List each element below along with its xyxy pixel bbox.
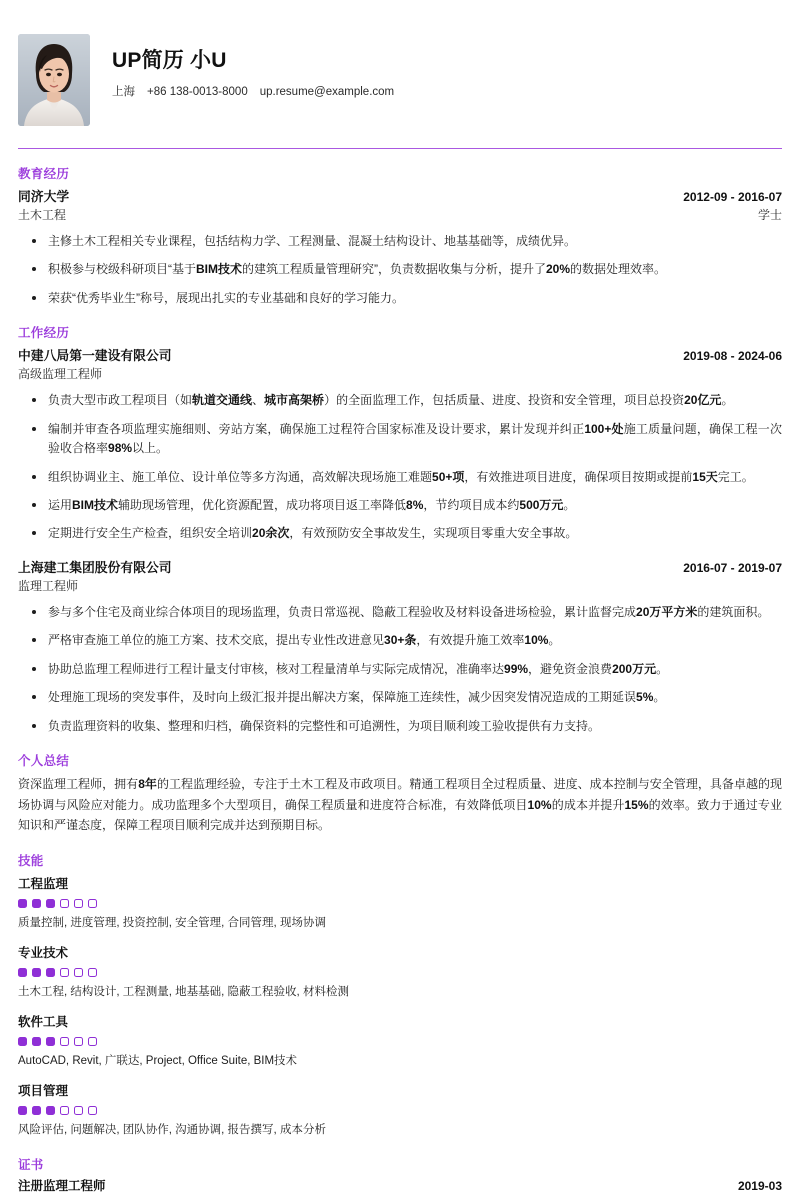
skill-rating: [18, 1106, 782, 1115]
work-date: 2019-08 - 2024-06: [683, 349, 782, 363]
entry-sub-row: [18, 206, 782, 224]
certificate-list: [18, 1177, 782, 1196]
section-title-summary: 个人总结: [18, 754, 70, 769]
skill-tags: 土木工程, 结构设计, 工程测量, 地基基础, 隐蔽工程验收, 材料检测: [18, 986, 349, 999]
skill-tags: 质量控制, 进度管理, 投资控制, 安全管理, 合同管理, 现场协调: [18, 917, 326, 930]
section-title-education: 教育经历: [18, 167, 70, 181]
education-entries: [18, 187, 782, 309]
skill-tags: 风险评估, 问题解决, 团队协作, 沟通协调, 报告撰写, 成本分析: [18, 1124, 326, 1137]
skill-dot: [18, 968, 27, 977]
bullet-list: [18, 391, 782, 544]
skill-dot: [46, 1106, 55, 1115]
section-certificates: [18, 1156, 782, 1197]
skill-dot: [88, 899, 97, 908]
bullet-item: 运用BIM技术辅助现场管理，优化资源配置，成功将项目返工率降低8%，节约项目成本约500万元。: [18, 496, 782, 515]
skill-dot: [88, 968, 97, 977]
skill-rating: [18, 899, 782, 908]
header-text: [112, 34, 782, 101]
skill-dot: [18, 1106, 27, 1115]
bullet-item: 积极参与校级科研项目“基于BIM技术的建筑工程质量管理研究”，负责数据收集与分析，提升了20%的数据处理效率。: [18, 260, 782, 279]
entry-header-row: [18, 558, 782, 577]
skill-name: 软件工具: [18, 1014, 69, 1029]
skill-dot: [60, 968, 69, 977]
bullet-item: 编制并审查各项监理实施细则、旁站方案，确保施工过程符合国家标准及设计要求，累计发现并纠正100+处施工质量问题，确保工程一次验收合格率98%以上。: [18, 420, 782, 459]
work-org: 中建八局第一建设有限公司: [18, 348, 172, 363]
skill-name: 专业技术: [18, 945, 69, 960]
bullet-item: 荣获“优秀毕业生”称号，展现出扎实的专业基础和良好的学习能力。: [18, 289, 782, 308]
section-title-work: 工作经历: [18, 326, 70, 341]
skill-dot: [32, 899, 41, 908]
skill-dot: [60, 899, 69, 908]
summary-text: 资深监理工程师，拥有8年的工程监理经验，专注于土木工程及市政项目。精通工程项目全过程质量、进度、成本控制与安全管理，具备卓越的现场协调与风险应对能力。成功监理多个大型项目，确保工程质量和进度符合标准，有效降低项目10%的成本并提升15%的效率。致力于通过专业知识和严谨态度，保障工程项目顺利完成并达到预期目标。: [18, 776, 782, 833]
section-summary: [18, 752, 782, 836]
work-entries: [18, 346, 782, 736]
education-entry: [18, 187, 782, 309]
skill-dot: [46, 899, 55, 908]
skill-block: [18, 944, 782, 1002]
entry-sub-row: [18, 365, 782, 383]
education-org: 同济大学: [18, 188, 70, 204]
skill-dot: [88, 1037, 97, 1046]
work-entry: [18, 346, 782, 544]
bullet-item: 协助总监理工程师进行工程计量支付审核，核对工程量清单与实际完成情况，准确率达99%，避免资金浪费200万元。: [18, 660, 782, 679]
section-title-skills: 技能: [18, 853, 44, 868]
bullet-item: 处理施工现场的突发事件，及时向上级汇报并提出解决方案，保障施工连续性，减少因突发情况造成的工期延误5%。: [18, 688, 782, 707]
certificate-date: 2019-03: [737, 1179, 782, 1194]
skill-dot: [74, 968, 83, 977]
skill-name: 工程监理: [18, 876, 69, 891]
skill-dot: [32, 968, 41, 977]
section-skills: [18, 852, 782, 1140]
entry-header-row: [18, 346, 782, 365]
entry-sub-row: [18, 577, 782, 595]
work-entry: [18, 558, 782, 736]
contact-phone: +86 138-0013-8000: [147, 86, 248, 99]
avatar: [18, 34, 90, 126]
resume-header: [18, 30, 782, 126]
entry-header-row: [18, 187, 782, 206]
skill-dot: [32, 1106, 41, 1115]
skill-rating: [18, 968, 782, 977]
education-date: 2012-09 - 2016-07: [683, 189, 782, 204]
skill-rating: [18, 1037, 782, 1046]
education-degree: 学士: [757, 207, 782, 222]
header-divider: [18, 148, 782, 149]
skill-dot: [18, 1037, 27, 1046]
skill-dot: [60, 1106, 69, 1115]
section-title-certificates: 证书: [18, 1157, 44, 1172]
skill-dot: [46, 1037, 55, 1046]
skill-dot: [74, 1106, 83, 1115]
bullet-item: 定期进行安全生产检查，组织安全培训20余次，有效预防安全事故发生，实现项目零重大安全事故。: [18, 524, 782, 543]
work-subtitle: 高级监理工程师: [18, 367, 103, 382]
skill-dot: [60, 1037, 69, 1046]
skill-dot: [32, 1037, 41, 1046]
work-date: 2016-07 - 2019-07: [683, 560, 782, 575]
bullet-item: 主修土木工程相关专业课程，包括结构力学、工程测量、混凝土结构设计、地基基础等，成绩优异。: [18, 232, 782, 251]
contact-info: [112, 84, 782, 101]
bullet-item: 负责监理资料的收集、整理和归档，确保资料的完整性和可追溯性，为项目顺利竣工验收提供有力支持。: [18, 717, 782, 736]
education-subtitle: 土木工程: [18, 207, 67, 222]
contact-location: 上海: [112, 86, 135, 99]
certificate-name: 注册监理工程师: [18, 1179, 106, 1194]
skill-block: [18, 875, 782, 933]
bullet-item: 严格审查施工单位的施工方案、技术交底，提出专业性改进意见30+条，有效提升施工效率10%。: [18, 631, 782, 650]
skill-tags: AutoCAD, Revit, 广联达, Project, Office Suite, BIM技术: [18, 1055, 298, 1068]
page-title: UP简历 小U: [112, 49, 227, 72]
bullet-item: 组织协调业主、施工单位、设计单位等多方沟通，高效解决现场施工难题50+项，有效推进项目进度，确保项目按期或提前15天完工。: [18, 468, 782, 487]
section-work: [18, 324, 782, 736]
skill-dot: [46, 968, 55, 977]
bullet-item: 参与多个住宅及商业综合体项目的现场监理，负责日常巡视、隐蔽工程验收及材料设备进场检验，累计监督完成20万平方米的建筑面积。: [18, 603, 782, 622]
skill-dot: [74, 1037, 83, 1046]
section-education: [18, 165, 782, 308]
bullet-item: 负责大型市政工程项目（如轨道交通线、城市高架桥）的全面监理工作，包括质量、进度、投资和安全管理，项目总投资20亿元。: [18, 391, 782, 410]
skill-dot: [18, 899, 27, 908]
bullet-list: [18, 603, 782, 736]
work-org: 上海建工集团股份有限公司: [18, 559, 172, 575]
bullet-list: [18, 232, 782, 308]
skill-name: 项目管理: [18, 1083, 69, 1098]
skill-list: [18, 875, 782, 1140]
skill-dot: [88, 1106, 97, 1115]
certificate-row: [18, 1177, 782, 1196]
skill-dot: [74, 899, 83, 908]
skill-block: [18, 1013, 782, 1071]
contact-email: up.resume@example.com: [259, 86, 395, 99]
skill-block: [18, 1082, 782, 1140]
work-subtitle: 监理工程师: [18, 579, 79, 593]
